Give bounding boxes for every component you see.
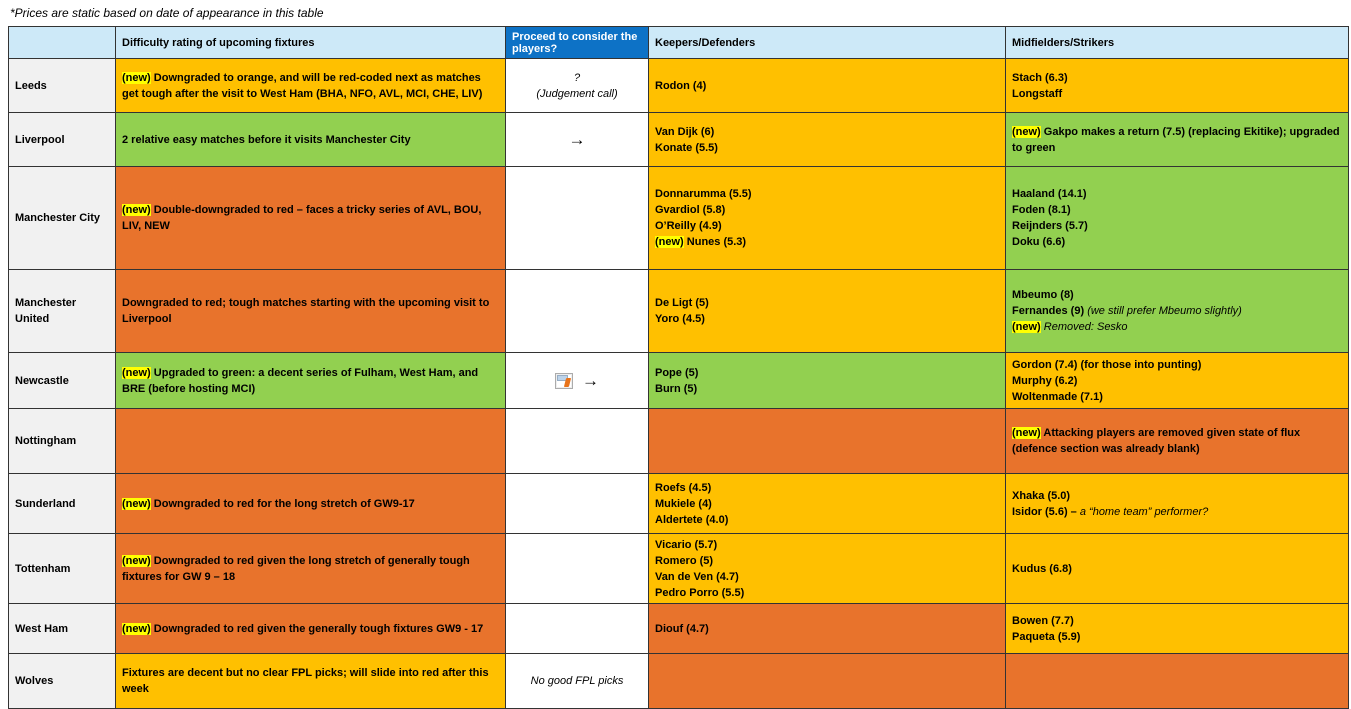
text-segment: Isidor (5.6) –: [1012, 505, 1080, 518]
sunderland-midfielders-cell: [1006, 474, 1349, 534]
text-segment: (new): [122, 204, 151, 216]
text-segment: (we still prefer Mbeumo slightly): [1087, 305, 1242, 317]
nottingham-keepers-cell: [649, 409, 1006, 474]
text-segment: Stach (6.3): [1012, 71, 1068, 84]
table-row-tottenham: [9, 534, 1349, 604]
text-segment: Aldertete (4.0): [655, 513, 729, 526]
cell-line: [122, 70, 499, 102]
header-keepers: Keepers/Defenders: [649, 27, 1006, 59]
wolves-keepers-cell: [649, 654, 1006, 709]
text-segment: 2 relative easy matches before it visits Manchester City: [122, 133, 411, 146]
text-segment: No good FPL picks: [530, 675, 624, 687]
text-segment: Yoro (4.5): [655, 313, 705, 325]
cell-line: [655, 295, 999, 311]
cell-line: [1012, 357, 1342, 373]
cell-line: [122, 132, 499, 148]
cell-line: [1012, 124, 1342, 156]
wolves-difficulty-cell: [116, 654, 506, 709]
text-segment: Downgraded to red given the generally tough fixtures GW9 - 17: [150, 622, 484, 635]
text-segment: Downgraded to red for the long stretch of GW9-17: [150, 497, 415, 510]
west-ham-midfielders-cell: [1006, 604, 1349, 654]
cell-line: [555, 372, 599, 389]
manchester-city-keepers-cell: [649, 167, 1006, 270]
proceed-arrow-icon: →: [582, 371, 599, 390]
text-segment: (new): [1012, 321, 1041, 333]
cell-line: [569, 131, 586, 148]
text-segment: Burn (5): [655, 382, 698, 395]
proceed-arrow-icon: →: [568, 130, 586, 149]
cell-line: [122, 496, 499, 512]
text-segment: Longstaff: [1012, 87, 1063, 100]
team-name-manchester-city: Manchester City: [9, 167, 116, 270]
text-segment: Romero (5): [655, 554, 714, 567]
leeds-keepers-cell: [649, 59, 1006, 113]
cell-line: [655, 480, 999, 496]
fixtures-table: [8, 26, 1349, 709]
cell-line: [122, 295, 499, 327]
text-segment: (Judgement call): [536, 87, 618, 100]
cell-line: [655, 621, 999, 637]
wolves-proceed-cell: [506, 654, 649, 709]
text-segment: Haaland (14.1): [1012, 188, 1087, 200]
cell-line: [1012, 202, 1342, 218]
text-segment: Downgraded to orange, and will be red-coded next as matches get tough after the visit to West Ham (BHA, NFO, AVL, MCI, CHE, LIV): [122, 71, 483, 100]
header-blank: [9, 27, 116, 59]
text-segment: Pedro Porro (5.5): [655, 586, 745, 599]
table-row-wolves: [9, 654, 1349, 709]
cell-line: [531, 673, 624, 689]
team-name-leeds: Leeds: [9, 59, 116, 113]
text-segment: O’Reilly (4.9): [655, 220, 722, 232]
cell-line: [655, 234, 999, 250]
text-segment: (new): [122, 366, 151, 379]
text-segment: Fixtures are decent but no clear FPL picks; will slide into red after this week: [122, 667, 489, 695]
team-name-west-ham: West Ham: [9, 604, 116, 654]
text-segment: (new): [122, 554, 151, 567]
text-segment: Bowen (7.7): [1012, 614, 1074, 627]
text-segment: Murphy (6.2): [1012, 374, 1078, 387]
table-row-leeds: [9, 59, 1349, 113]
cell-line: [655, 365, 999, 381]
text-segment: Downgraded to red; tough matches starting with the upcoming visit to Liverpool: [122, 297, 490, 325]
cell-line: [122, 621, 499, 637]
newcastle-keepers-cell: [649, 353, 1006, 409]
cell-line: [1012, 425, 1342, 457]
cell-line: [122, 553, 499, 585]
text-segment: Roefs (4.5): [655, 481, 712, 494]
cell-line: [1012, 70, 1342, 86]
liverpool-difficulty-cell: [116, 113, 506, 167]
table-row-manchester-city: [9, 167, 1349, 270]
text-segment: Xhaka (5.0): [1012, 489, 1071, 502]
cell-line: [1012, 561, 1342, 577]
text-segment: Van Dijk (6): [655, 125, 715, 138]
cell-line: [536, 86, 617, 102]
liverpool-midfielders-cell: [1006, 113, 1349, 167]
text-segment: (new): [1012, 427, 1041, 439]
cell-line: [655, 553, 999, 569]
cell-line: [655, 186, 999, 202]
page-title: *Prices are static based on date of appearance in this table: [10, 6, 324, 20]
tottenham-keepers-cell: [649, 534, 1006, 604]
cell-line: [1012, 613, 1342, 629]
cell-line: [122, 365, 499, 397]
cell-line: [655, 218, 999, 234]
cell-line: [655, 202, 999, 218]
cell-line: [655, 496, 999, 512]
cell-line: [1012, 234, 1342, 250]
wolves-midfielders-cell: [1006, 654, 1349, 709]
team-name-liverpool: Liverpool: [9, 113, 116, 167]
text-segment: Attacking players are removed given state of flux (defence section was already blank): [1012, 427, 1301, 455]
cell-line: [1012, 319, 1342, 335]
text-segment: (new): [122, 622, 151, 635]
nottingham-midfielders-cell: [1006, 409, 1349, 474]
text-segment: Fernandes (9): [1012, 305, 1088, 317]
cell-line: [655, 512, 999, 528]
text-segment: Kudus (6.8): [1012, 562, 1072, 575]
cell-line: [122, 665, 499, 697]
west-ham-proceed-cell: [506, 604, 649, 654]
text-segment: Gakpo makes a return (7.5) (replacing Ekitike); upgraded to green: [1012, 125, 1340, 154]
manchester-united-midfielders-cell: [1006, 270, 1349, 353]
sunderland-proceed-cell: [506, 474, 649, 534]
text-segment: (new): [655, 236, 684, 248]
text-segment: Diouf (4.7): [655, 622, 709, 635]
table-row-manchester-united: [9, 270, 1349, 353]
manchester-city-proceed-cell: [506, 167, 649, 270]
text-segment: Foden (8.1): [1012, 204, 1071, 216]
header-row: [9, 27, 1349, 59]
table-row-nottingham: [9, 409, 1349, 474]
manchester-united-proceed-cell: [506, 270, 649, 353]
text-segment: Konate (5.5): [655, 141, 718, 154]
text-segment: Paqueta (5.9): [1012, 630, 1081, 643]
cell-line: [655, 569, 999, 585]
newcastle-difficulty-cell: [116, 353, 506, 409]
manchester-city-difficulty-cell: [116, 167, 506, 270]
text-segment: Van de Ven (4.7): [655, 570, 739, 583]
edit-note-icon[interactable]: [555, 373, 573, 389]
cell-line: [1012, 504, 1342, 520]
cell-line: [1012, 389, 1342, 405]
liverpool-proceed-cell: [506, 113, 649, 167]
text-segment: Pope (5): [655, 366, 699, 379]
team-name-newcastle: Newcastle: [9, 353, 116, 409]
header-proceed: Proceed to consider the players?: [506, 27, 649, 59]
team-name-nottingham: Nottingham: [9, 409, 116, 474]
text-segment: Gordon (7.4) (for those into punting): [1012, 358, 1202, 371]
text-segment: Mbeumo (8): [1012, 289, 1074, 301]
text-segment: ?: [573, 71, 581, 84]
cell-line: [655, 78, 999, 94]
cell-line: [655, 381, 999, 397]
cell-line: [122, 202, 499, 234]
nottingham-difficulty-cell: [116, 409, 506, 474]
cell-line: [655, 585, 999, 601]
table-body: [9, 59, 1349, 709]
nottingham-proceed-cell: [506, 409, 649, 474]
team-name-sunderland: Sunderland: [9, 474, 116, 534]
cell-line: [1012, 629, 1342, 645]
table-row-sunderland: [9, 474, 1349, 534]
text-segment: Mukiele (4): [655, 497, 712, 510]
cell-line: [1012, 186, 1342, 202]
sunderland-difficulty-cell: [116, 474, 506, 534]
leeds-midfielders-cell: [1006, 59, 1349, 113]
text-segment: Reijnders (5.7): [1012, 220, 1088, 232]
leeds-difficulty-cell: [116, 59, 506, 113]
cell-line: [655, 124, 999, 140]
text-segment: Double-downgraded to red – faces a tricky series of AVL, BOU, LIV, NEW: [122, 204, 482, 232]
cell-line: [655, 311, 999, 327]
team-name-wolves: Wolves: [9, 654, 116, 709]
table-row-newcastle: [9, 353, 1349, 409]
liverpool-keepers-cell: [649, 113, 1006, 167]
leeds-proceed-cell: [506, 59, 649, 113]
manchester-city-midfielders-cell: [1006, 167, 1349, 270]
header-midfielders: Midfielders/Strikers: [1006, 27, 1349, 59]
header-difficulty: Difficulty rating of upcoming fixtures: [116, 27, 506, 59]
text-segment: Nunes (5.3): [683, 236, 747, 248]
text-segment: (new): [122, 497, 151, 510]
cell-line: [655, 537, 999, 553]
tottenham-proceed-cell: [506, 534, 649, 604]
west-ham-difficulty-cell: [116, 604, 506, 654]
text-segment: Vicario (5.7): [655, 538, 718, 551]
tottenham-midfielders-cell: [1006, 534, 1349, 604]
manchester-united-keepers-cell: [649, 270, 1006, 353]
text-segment: Woltenmade (7.1): [1012, 390, 1103, 403]
text-segment: Donnarumma (5.5): [655, 188, 752, 200]
team-name-tottenham: Tottenham: [9, 534, 116, 604]
text-segment: (new): [1012, 125, 1041, 138]
cell-line: [1012, 86, 1342, 102]
table-row-liverpool: [9, 113, 1349, 167]
text-segment: De Ligt (5): [655, 297, 709, 309]
cell-line: [1012, 303, 1342, 319]
text-segment: Rodon (4): [655, 79, 707, 92]
text-segment: (new): [122, 71, 151, 84]
text-segment: Gvardiol (5.8): [655, 204, 726, 216]
newcastle-midfielders-cell: [1006, 353, 1349, 409]
manchester-united-difficulty-cell: [116, 270, 506, 353]
cell-line: [1012, 218, 1342, 234]
newcastle-proceed-cell: [506, 353, 649, 409]
team-name-manchester-united: Manchester United: [9, 270, 116, 353]
table-row-west-ham: [9, 604, 1349, 654]
text-segment: Upgraded to green: a decent series of Fulham, West Ham, and BRE (before hosting MCI): [122, 366, 479, 395]
text-segment: a “home team” performer?: [1079, 505, 1209, 518]
cell-line: [1012, 488, 1342, 504]
cell-line: [1012, 287, 1342, 303]
cell-line: [1012, 373, 1342, 389]
text-segment: Downgraded to red given the long stretch of generally tough fixtures for GW 9 – 18: [122, 554, 470, 583]
text-segment: Removed: Sesko: [1040, 321, 1128, 333]
text-segment: Doku (6.6): [1012, 236, 1066, 248]
west-ham-keepers-cell: [649, 604, 1006, 654]
sunderland-keepers-cell: [649, 474, 1006, 534]
tottenham-difficulty-cell: [116, 534, 506, 604]
cell-line: [574, 70, 580, 86]
cell-line: [655, 140, 999, 156]
